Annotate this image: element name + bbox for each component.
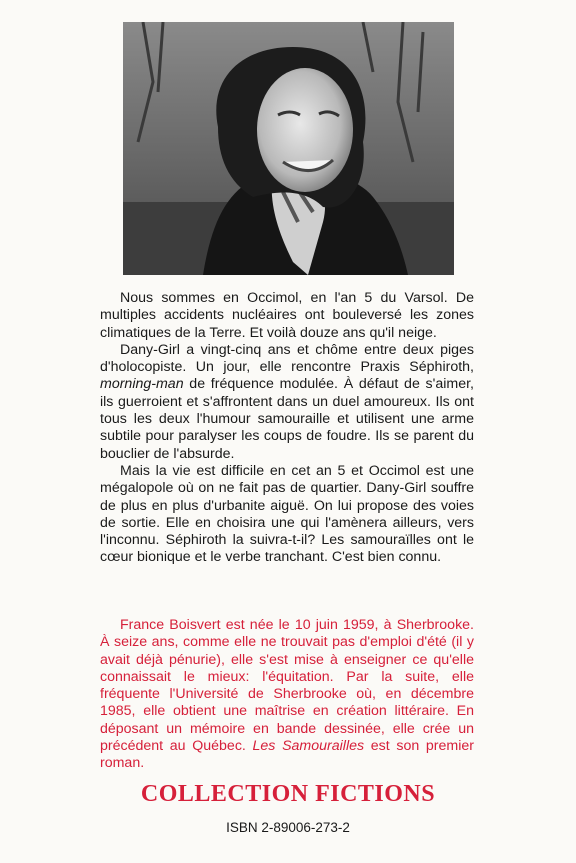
bio-text-end: est son premier roman. <box>100 738 474 772</box>
author-bio <box>100 617 474 773</box>
bio-paragraph <box>100 617 474 773</box>
back-cover-blurb <box>100 290 474 567</box>
bio-book-title: Les Samourailles <box>252 738 365 755</box>
bio-text-start: France Boisvert est née le 10 juin 1959, à Sherbrooke. À seize ans, comme elle ne trouvait pas d'emploi d'été (il y avait déjà pénurie), elle s'est mise à enseigner ce qu'elle connaissait le mieux: l'équitation. Par la suite, elle fréquente l'Université de Sherbrooke où, en décembre 1985, elle obtient une maîtrise en création littéraire. En déposant un mémoire en bande dessinée, elle crée un précédent au Québec. <box>100 617 474 755</box>
blurb-p2-start: Dany-Girl a vingt-cinq ans et chôme entre deux piges d'holocopiste. Un jour, elle rencontre Praxis Séphiroth, <box>100 341 474 376</box>
blurb-p2-italic: morning-man <box>100 376 184 393</box>
author-portrait-icon <box>123 22 454 275</box>
author-photo <box>123 22 454 275</box>
collection-title: COLLECTION FICTIONS <box>140 781 436 807</box>
blurb-paragraph-1: Nous sommes en Occimol, en l'an 5 du Varsol. De multiples accidents nucléaires ont bouleversé les zones climatiques de la Terre. Et voilà douze ans qu'il neige. <box>100 290 474 341</box>
isbn-number: ISBN 2-89006-273-2 <box>226 820 350 835</box>
blurb-paragraph-2 <box>100 342 474 463</box>
blurb-paragraph-3: Mais la vie est difficile en cet an 5 et Occimol est une mégalopole où on ne fait pas de quartier. Dany-Girl souffre de plus en plus d'urbanite aiguë. On lui propose des voies de sortie. Elle en choisira une qui l'amènera ailleurs, vers l'inconnu. Séphiroth la suivra-t-il? Les samouraïlles ont le cœur bionique et le verbe tranchant. C'est bien connu. <box>100 462 474 566</box>
blurb-p2-end: de fréquence modulée. À défaut de s'aimer, ils guerroient et s'affrontent dans un duel amoureux. Ils ont tous les deux l'humour samouraille et utilisent une arme subtile pour paralyser les coups de foudre. Ils se parent du bouclier de l'absurde. <box>100 376 474 462</box>
